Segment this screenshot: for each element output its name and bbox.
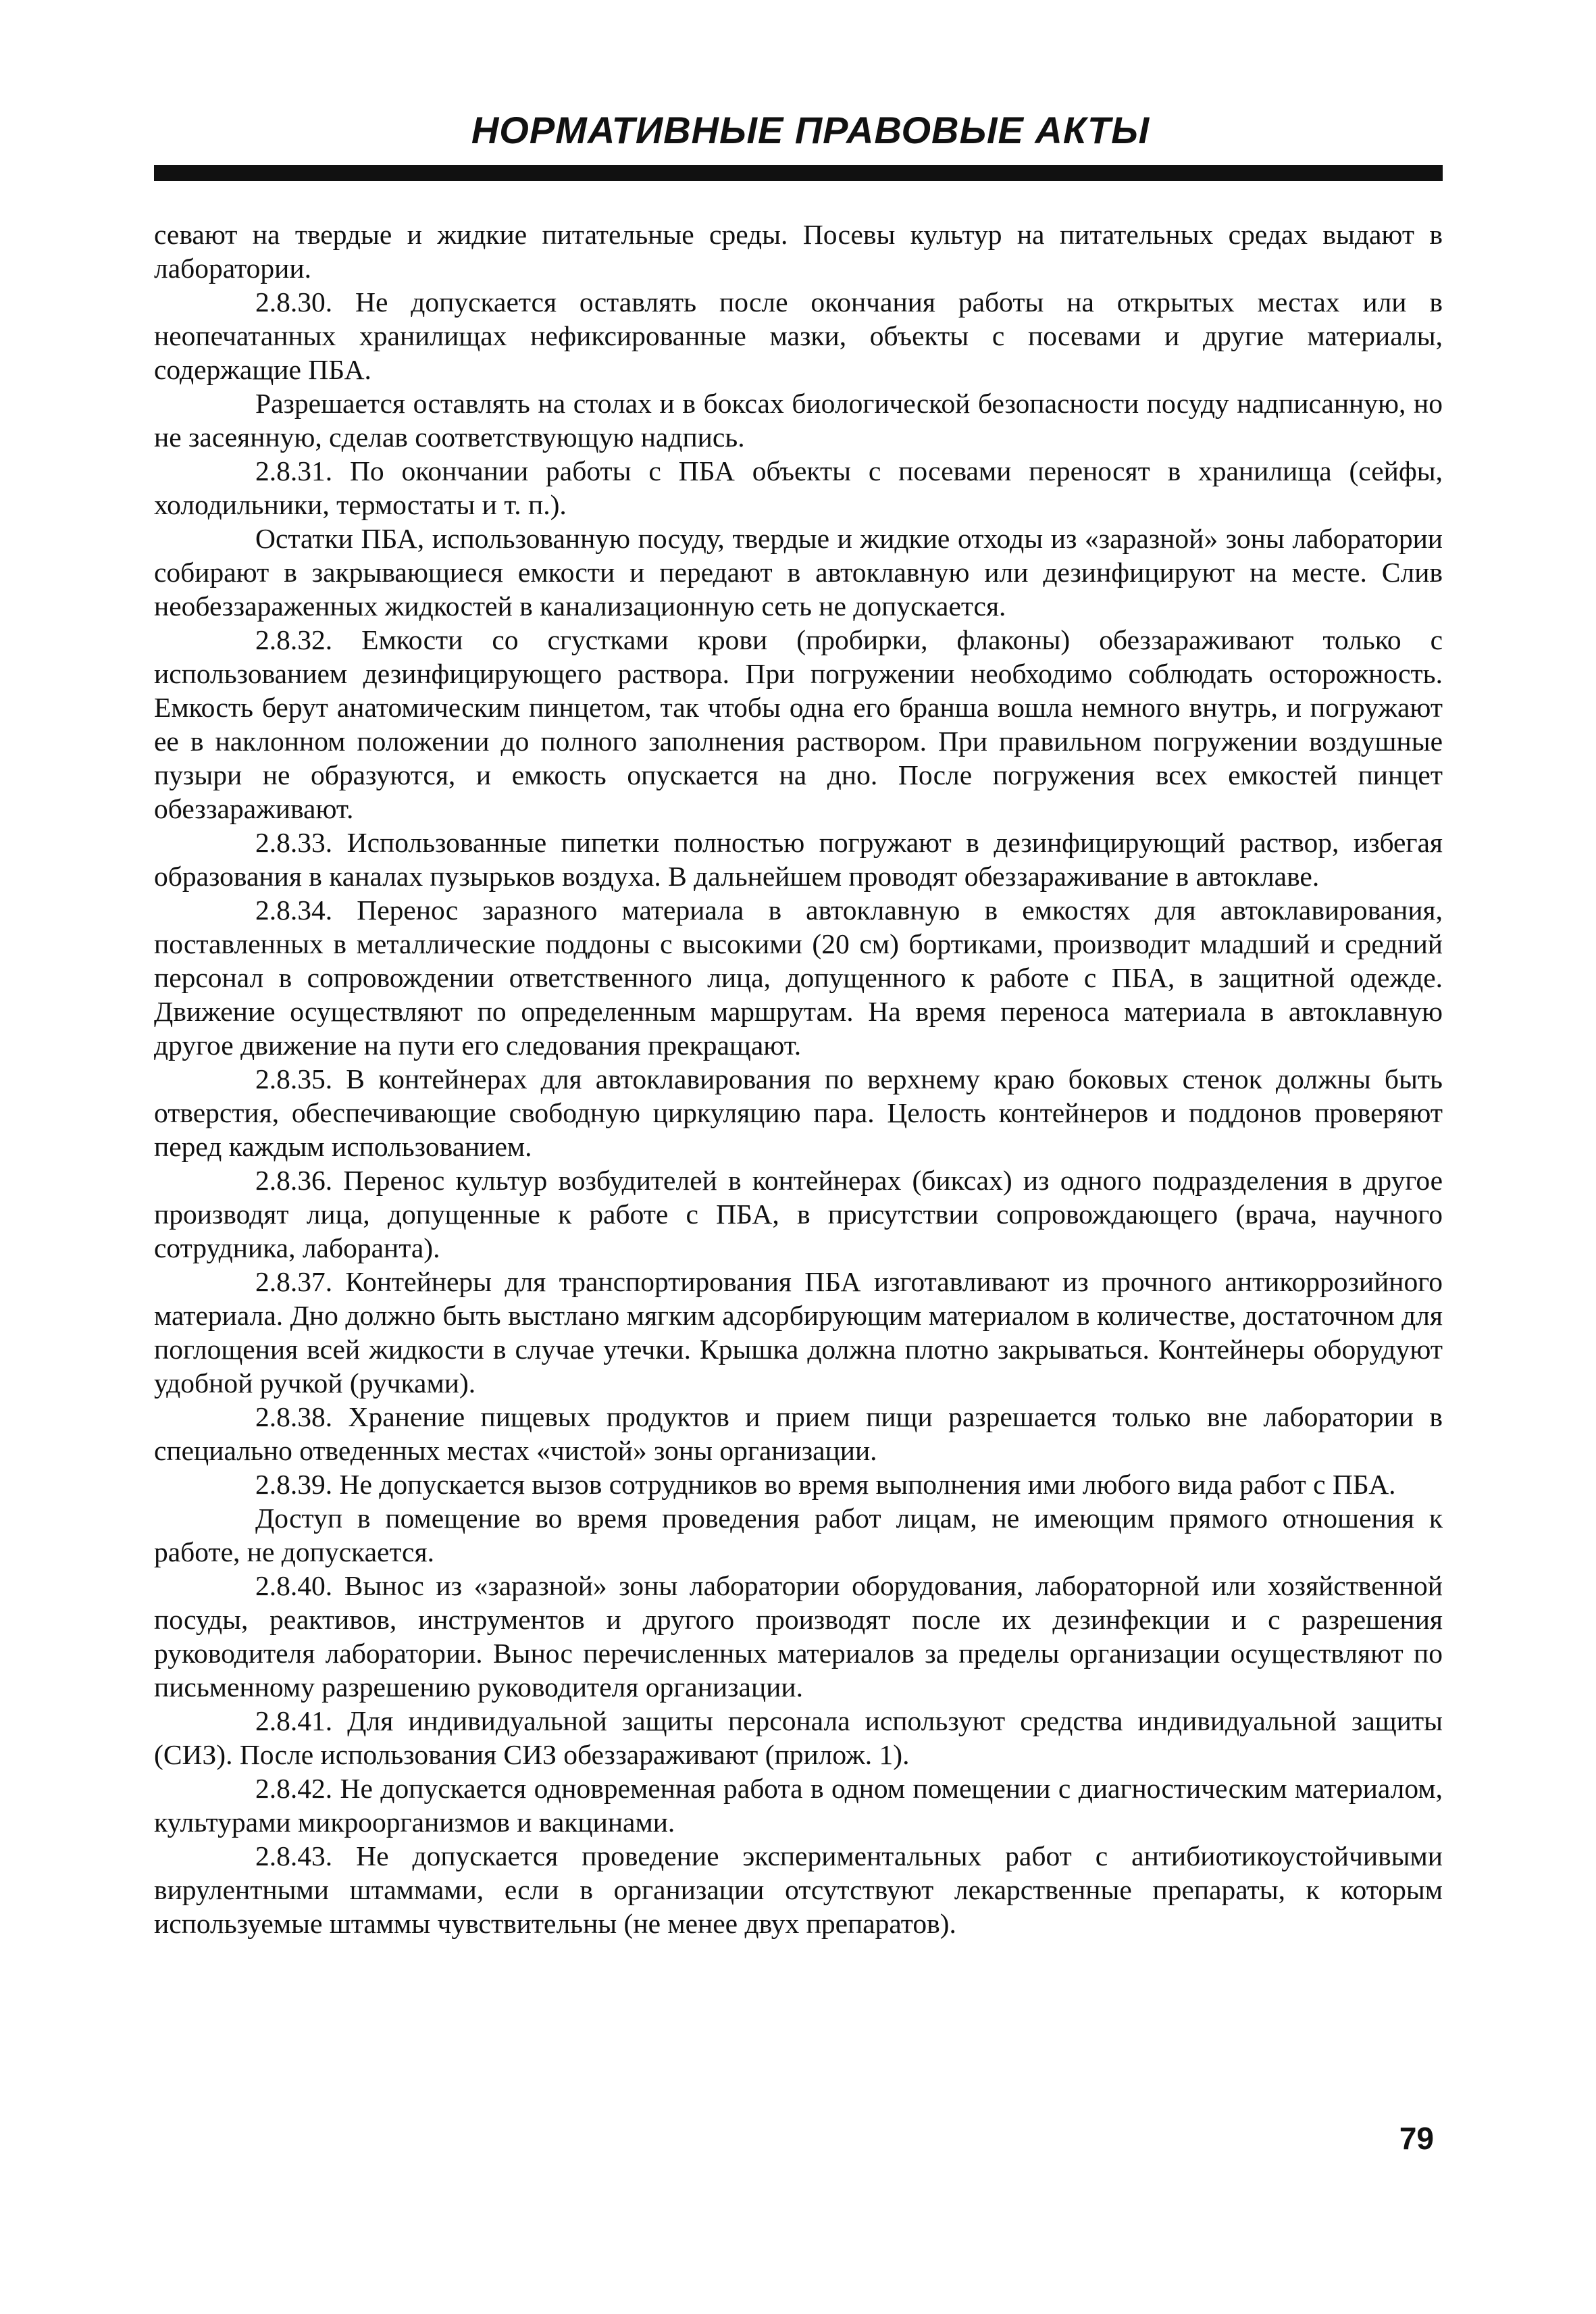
paragraph-2-8-34: 2.8.34. Перенос заразного материала в автоклавную в емкостях для автоклавирования, поставленных в металлические поддоны с высокими (20 см) бортиками, производит младший и средний персонал в сопровождении ответственного лица, допущенного к работе с ПБА, в защитной одежде. Движение осуществляют по определенным маршрутам. На время переноса материала в автоклавную другое движение на пути его следования прекращают. [154,895,1443,1061]
paragraph-2-8-31: 2.8.31. По окончании работы с ПБА объекты с посевами переносят в хранилища (сейфы, холодильники, термостаты и т. п.). [154,455,1443,520]
paragraph-2-8-38: 2.8.38. Хранение пищевых продуктов и прием пищи разрешается только вне лаборатории в специально отведенных местах «чистой» зоны организации. [154,1401,1443,1466]
paragraph-2-8-32: 2.8.32. Емкости со сгустками крови (пробирки, флаконы) обеззараживают только с использованием дезинфицирующего раствора. При погружении необходимо соблюдать осторожность. Емкость берут анатомическим пинцетом, так чтобы одна его бранша вошла немного внутрь, и погружают ее в наклонном положении до полного заполнения раствором. При правильном погружении воздушные пузыри не образуются, и емкость опускается на дно. После погружения всех емкостей пинцет обеззараживают. [154,624,1443,824]
document-body [154,218,1443,1940]
paragraph-2-8-40: 2.8.40. Вынос из «заразной» зоны лаборатории оборудования, лабораторной или хозяйственной посуды, реактивов, инструментов и другого производят после их дезинфекции и с разрешения руководителя лаборатории. Вынос перечисленных материалов за пределы организации осуществляют по письменному разрешению руководителя организации. [154,1570,1443,1703]
section-header-title: НОРМАТИВНЫЕ ПРАВОВЫЕ АКТЫ [471,109,1150,151]
paragraph-2-8-42: 2.8.42. Не допускается одновременная работа в одном помещении с диагностическим материалом, культурами микроорганизмов и вакцинами. [154,1773,1443,1838]
paragraph-2-8-30-note: Разрешается оставлять на столах и в боксах биологической безопасности посуду надписанную, но не засеянную, сделав соответствующую надпись. [154,388,1443,453]
paragraph-2-8-43: 2.8.43. Не допускается проведение экспериментальных работ с антибиотикоустойчивыми вирулентными штаммами, если в организации отсутствуют лекарственные препараты, к которым используемые штаммы чувствительны (не менее двух препаратов). [154,1840,1443,1939]
paragraph-2-8-36: 2.8.36. Перенос культур возбудителей в контейнерах (биксах) из одного подразделения в другое производят лица, допущенные к работе с ПБА, в присутствии сопровождающего (врача, научного сотрудника, лаборанта). [154,1165,1443,1263]
header-rule [154,165,1443,181]
paragraph-2-8-31-note: Остатки ПБА, использованную посуду, твердые и жидкие отходы из «заразной» зоны лаборатории собирают в закрывающиеся емкости и передают в автоклавную или дезинфицируют на месте. Слив необеззараженных жидкостей в канализационную сеть не допускается. [154,523,1443,622]
paragraph-2-8-41: 2.8.41. Для индивидуальной защиты персонала используют средства индивидуальной защиты (СИЗ). После использования СИЗ обеззараживают (прилож. 1). [154,1705,1443,1770]
page-number: 79 [1399,2121,1434,2156]
paragraph-2-8-37: 2.8.37. Контейнеры для транспортирования ПБА изготавливают из прочного антикоррозийного материала. Дно должно быть выстлано мягким адсорбирующим материалом в количестве, достаточном для поглощения всей жидкости в случае утечки. Крышка должна плотно закрываться. Контейнеры оборудуют удобной ручкой (ручками). [154,1266,1443,1399]
paragraph-2-8-39: 2.8.39. Не допускается вызов сотрудников во время выполнения ими любого вида работ с ПБА. [255,1469,1396,1500]
paragraph-continuation: севают на твердые и жидкие питательные среды. Посевы культур на питательных средах выдают в лаборатории. [154,219,1443,284]
paragraph-2-8-30: 2.8.30. Не допускается оставлять после окончания работы на открытых местах или в неопечатанных хранилищах нефиксированные мазки, объекты с посевами и другие материалы, содержащие ПБА. [154,286,1443,385]
paragraph-2-8-33: 2.8.33. Использованные пипетки полностью погружают в дезинфицирующий раствор, избегая образования в каналах пузырьков воздуха. В дальнейшем проводят обеззараживание в автоклаве. [154,827,1443,892]
paragraph-2-8-35: 2.8.35. В контейнерах для автоклавирования по верхнему краю боковых стенок должны быть отверстия, обеспечивающие свободную циркуляцию пара. Целость контейнеров и поддонов проверяют перед каждым использованием. [154,1063,1443,1162]
paragraph-2-8-39-note: Доступ в помещение во время проведения работ лицам, не имеющим прямого отношения к работе, не допускается. [154,1503,1443,1567]
